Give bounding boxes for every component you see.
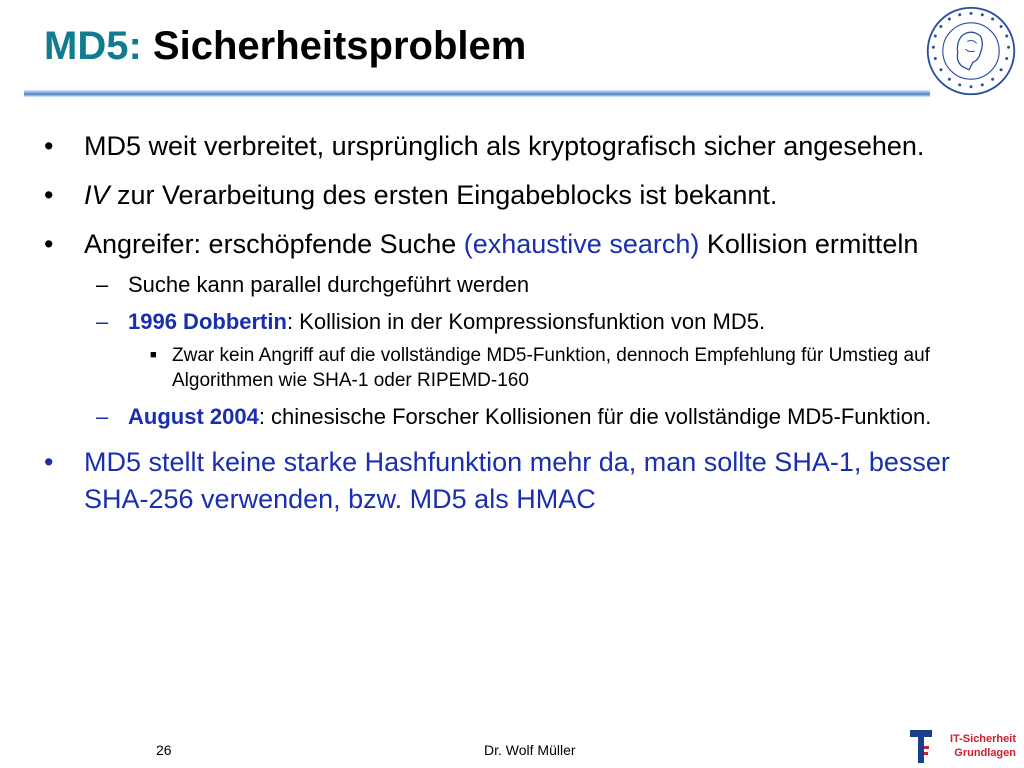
slide-body bbox=[44, 128, 1004, 530]
page-number: 26 bbox=[156, 742, 172, 758]
it-security-key-logo bbox=[906, 728, 936, 766]
bullet-1-text: MD5 weit verbreitet, ursprünglich als kryptografisch sicher angesehen. bbox=[84, 131, 925, 161]
dash-marker: – bbox=[96, 309, 109, 334]
it-security-logo bbox=[906, 728, 1022, 766]
title-main: Sicherheitsproblem bbox=[152, 24, 527, 68]
bullet-3 bbox=[44, 226, 1004, 263]
bullet-2-iv: IV bbox=[84, 180, 110, 210]
sub-sub-bullet-1 bbox=[128, 343, 1004, 393]
bullet-2 bbox=[44, 177, 1004, 214]
bullet-marker: • bbox=[44, 229, 54, 259]
bullet-3-text: Angreifer: erschöpfende Suche bbox=[84, 229, 464, 259]
sub-bullet-1-text: Suche kann parallel durchgeführt werden bbox=[128, 272, 530, 297]
sub-bullet-1 bbox=[84, 269, 1004, 300]
sub-bullet-3-date: August 2004 bbox=[128, 404, 259, 429]
footer-author: Dr. Wolf Müller bbox=[484, 742, 576, 758]
logo-line-2: Grundlagen bbox=[954, 747, 1016, 759]
title-accent: MD5: bbox=[44, 24, 142, 68]
sub-bullet-2 bbox=[84, 306, 1004, 337]
bullet-marker: • bbox=[44, 180, 54, 210]
bullet-marker: • bbox=[44, 447, 54, 477]
bullet-4-text: MD5 stellt keine starke Hashfunktion mehr da, man sollte SHA-1, besser SHA-256 verwenden, bzw. MD5 als HMAC bbox=[84, 447, 950, 514]
bullet-marker: • bbox=[44, 131, 54, 161]
sub-bullet-2-text: : Kollision in der Kompressionsfunktion von MD5. bbox=[286, 309, 766, 334]
bullet-4 bbox=[44, 444, 1004, 518]
sub-sub-bullet-1-text: Zwar kein Angriff auf die vollständige MD5-Funktion, dennoch Empfehlung für Umstieg auf Algorithmen wie SHA-1 oder RIPEMD-160 bbox=[172, 345, 930, 391]
sub-bullet-2-year: 1996 Dobbertin bbox=[128, 309, 287, 334]
sub-bullet-3 bbox=[84, 401, 1004, 432]
bullet-3-english: (exhaustive search) bbox=[463, 229, 700, 259]
dash-marker: – bbox=[96, 272, 109, 297]
square-marker: ■ bbox=[150, 349, 157, 361]
title-divider bbox=[24, 90, 930, 97]
bullet-3-rest: Kollision ermitteln bbox=[699, 229, 919, 259]
bullet-2-text: zur Verarbeitung des ersten Eingabeblocks ist bekannt. bbox=[109, 180, 778, 210]
dash-marker: – bbox=[96, 404, 109, 429]
logo-line-1: IT-Sicherheit bbox=[949, 733, 1016, 745]
sub-bullet-3-text: : chinesische Forscher Kollisionen für die vollständige MD5-Funktion. bbox=[258, 404, 932, 429]
slide-title bbox=[44, 24, 526, 68]
university-seal-icon bbox=[924, 4, 1018, 98]
bullet-1 bbox=[44, 128, 1004, 165]
logo-text bbox=[936, 732, 1016, 760]
